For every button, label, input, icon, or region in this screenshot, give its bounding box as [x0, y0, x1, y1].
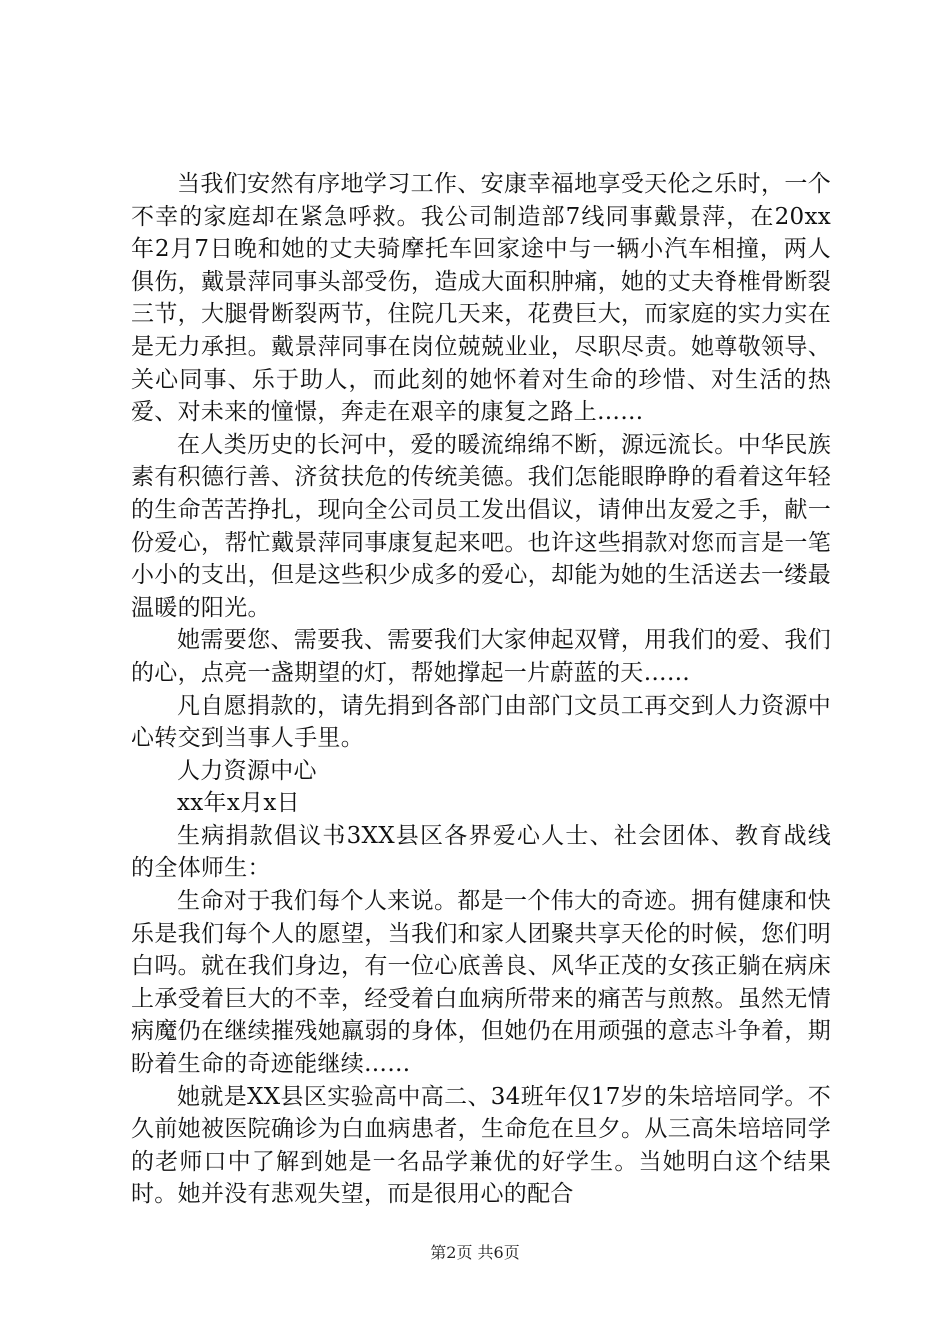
paragraph-love-tradition: 在人类历史的长河中，爱的暖流绵绵不断，源远流长。中华民族素有积德行善、济贫扶危的传统美德。我们怎能眼睁睁的看着这年轻的生命苦苦挣扎，现向全公司员工发出倡议，请伸出友爱之手，献一份爱心，帮忙戴景萍同事康复起来吧。也许这些捐款对您而言是一笔小小的支出，但是这些积少成多的爱心，却能为她的生活送去一缕最温暖的阳光。 — [131, 431, 831, 621]
document-body — [131, 168, 831, 1211]
signature-date: xx年x月x日 — [177, 790, 300, 817]
paragraph-second-letter-heading: 生病捐款倡议书3XX县区各界爱心人士、社会团体、教育战线的全体师生： — [131, 822, 831, 882]
paragraph-donation-instructions: 凡自愿捐款的，请先捐到各部门由部门文员工再交到人力资源中心转交到当事人手里。 — [131, 692, 831, 752]
paragraph-accident-appeal: 当我们安然有序地学习工作、安康幸福地享受天伦之乐时，一个不幸的家庭却在紧急呼救。我公司制造部7线同事戴景萍，在20xx年2月7日晚和她的丈夫骑摩托车回家途中与一辆小汽车相撞，两人俱伤，戴景萍同事头部受伤，造成大面积肿痛，她的丈夫脊椎骨断裂三节，大腿骨断裂两节，住院几天来，花费巨大，而家庭的实力实在是无力承担。戴景萍同事在岗位兢兢业业，尽职尽责。她尊敬领导、关心同事、乐于助人，而此刻的她怀着对生命的珍惜、对生活的热爱、对未来的憧憬，奔走在艰辛的康复之路上…… — [131, 171, 831, 426]
paragraph-life-miracle: 生命对于我们每个人来说。都是一个伟大的奇迹。拥有健康和快乐是我们每个人的愿望，当我们和家人团聚共享天伦的时候，您们明白吗。就在我们身边，有一位心底善良、风华正茂的女孩正躺在病床上承受着巨大的不幸，经受着白血病所带来的痛苦与煎熬。虽然无情病魔仍在继续摧残她羸弱的身体，但她仍在用顽强的意志斗争着，期盼着生命的奇迹能继续…… — [131, 888, 831, 1078]
signature-department: 人力资源中心 — [177, 757, 317, 784]
paragraph-need-help: 她需要您、需要我、需要我们大家伸起双臂，用我们的爱、我们的心，点亮一盏期望的灯，帮她撑起一片蔚蓝的天…… — [131, 627, 831, 686]
page-number-footer: 第2页 共6页 — [430, 1243, 520, 1262]
paragraph-student-story: 她就是XX县区实验高中高二、34班年仅17岁的朱培培同学。不久前她被医院确诊为白血病患者，生命危在旦夕。从三高朱培培同学的老师口中了解到她是一名品学兼优的好学生。当她明白这个结果时。她并没有悲观失望，而是很用心的配合 — [131, 1083, 831, 1208]
